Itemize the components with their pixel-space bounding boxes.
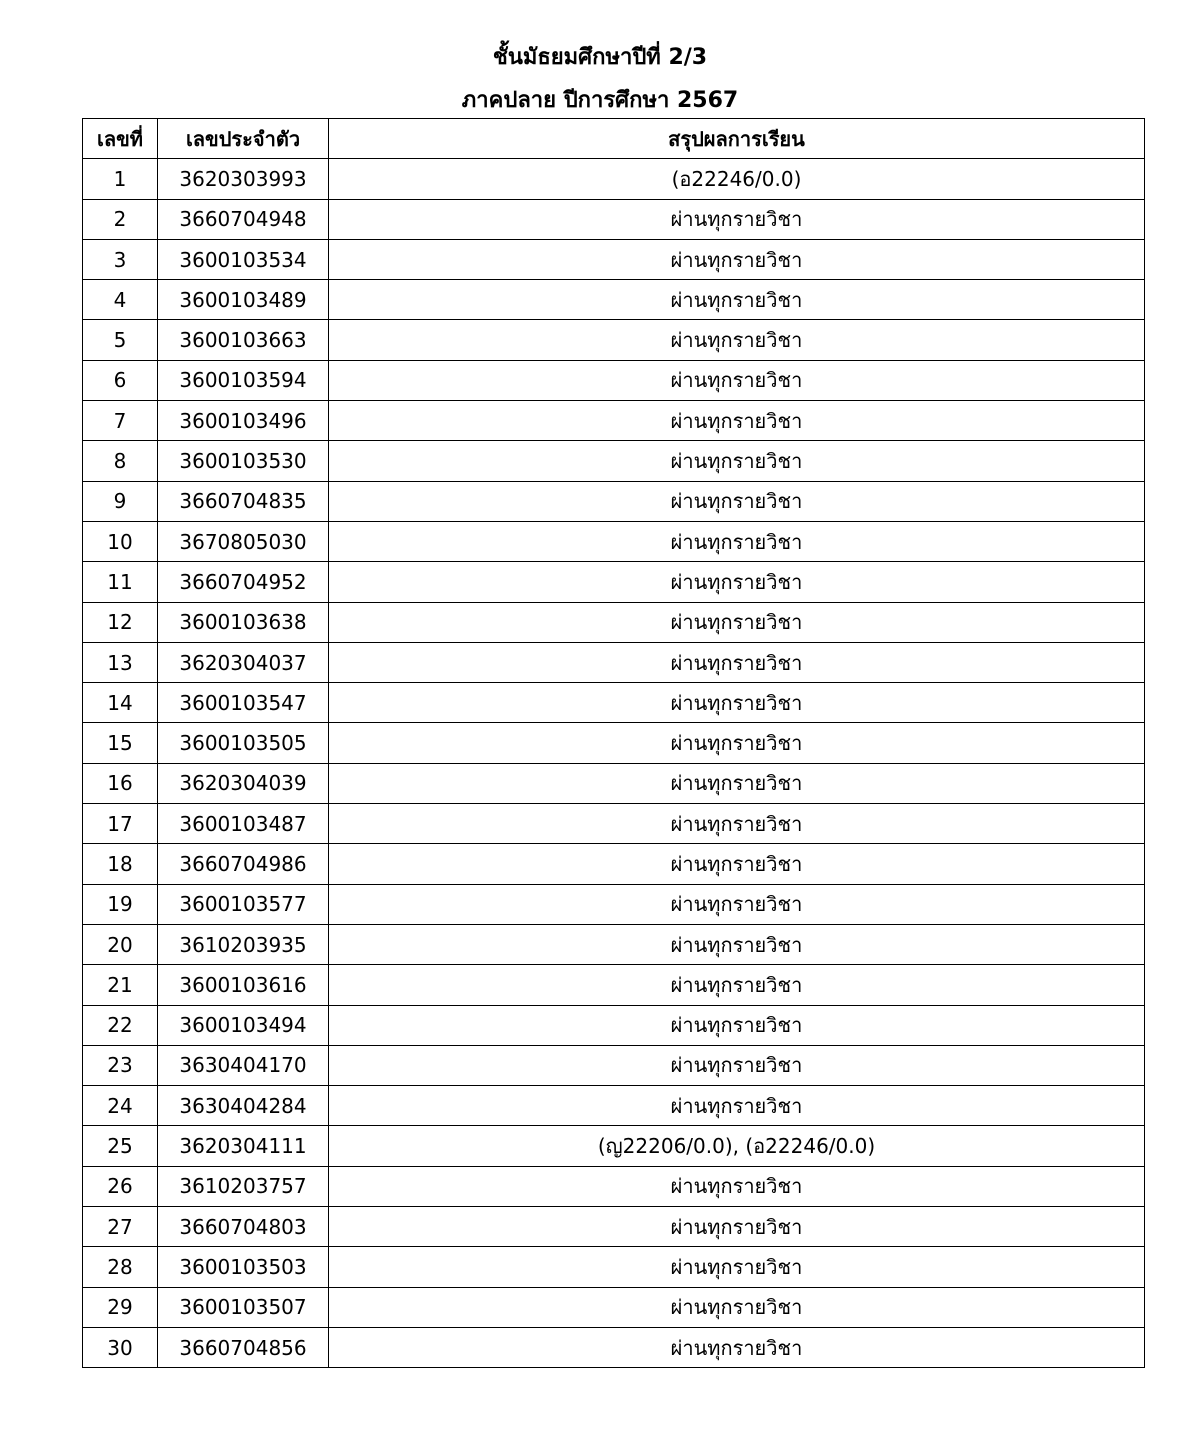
student-id-cell: 3630404170: [158, 1045, 329, 1085]
result-cell: ผ่านทุกรายวิชา: [329, 683, 1145, 723]
page-subtitle: ภาคปลาย ปีการศึกษา 2567: [461, 88, 739, 113]
table-row: [83, 844, 1145, 884]
row-number-cell: 26: [83, 1166, 158, 1206]
result-cell: ผ่านทุกรายวิชา: [329, 642, 1145, 682]
student-id-cell: 3620304111: [158, 1126, 329, 1166]
table-row: [83, 481, 1145, 521]
result-cell: ผ่านทุกรายวิชา: [329, 280, 1145, 320]
row-number-cell: 5: [83, 320, 158, 360]
row-number-cell: 9: [83, 481, 158, 521]
row-number-cell: 10: [83, 521, 158, 561]
results-table-body: [83, 159, 1145, 1368]
student-id-cell: 3610203935: [158, 924, 329, 964]
page-title: ชั้นมัธยมศึกษาปีที่ 2/3: [492, 45, 708, 70]
result-cell: ผ่านทุกรายวิชา: [329, 481, 1145, 521]
result-cell: ผ่านทุกรายวิชา: [329, 1247, 1145, 1287]
student-id-cell: 3600103530: [158, 441, 329, 481]
row-number-cell: 2: [83, 199, 158, 239]
table-row: [83, 804, 1145, 844]
result-cell: ผ่านทุกรายวิชา: [329, 360, 1145, 400]
table-row: [83, 320, 1145, 360]
student-id-cell: 3660704856: [158, 1327, 329, 1367]
table-row: [83, 642, 1145, 682]
table-row: [83, 521, 1145, 561]
table-row: [83, 1207, 1145, 1247]
row-number-cell: 25: [83, 1126, 158, 1166]
student-id-cell: 3620304039: [158, 763, 329, 803]
result-cell: ผ่านทุกรายวิชา: [329, 884, 1145, 924]
table-row: [83, 1327, 1145, 1367]
student-id-cell: 3600103638: [158, 602, 329, 642]
column-header-number: เลขที่: [83, 119, 158, 159]
student-id-cell: 3600103507: [158, 1287, 329, 1327]
row-number-cell: 29: [83, 1287, 158, 1327]
result-cell: ผ่านทุกรายวิชา: [329, 521, 1145, 561]
result-cell: ผ่านทุกรายวิชา: [329, 1166, 1145, 1206]
table-row: [83, 401, 1145, 441]
student-id-cell: 3660704948: [158, 199, 329, 239]
student-id-cell: 3600103616: [158, 965, 329, 1005]
result-cell: ผ่านทุกรายวิชา: [329, 199, 1145, 239]
result-cell: ผ่านทุกรายวิชา: [329, 924, 1145, 964]
table-row: [83, 562, 1145, 602]
table-row: [83, 723, 1145, 763]
row-number-cell: 18: [83, 844, 158, 884]
result-cell: ผ่านทุกรายวิชา: [329, 401, 1145, 441]
student-id-cell: 3660704803: [158, 1207, 329, 1247]
result-cell: ผ่านทุกรายวิชา: [329, 602, 1145, 642]
table-row: [83, 884, 1145, 924]
table-header-row: [83, 119, 1145, 159]
row-number-cell: 7: [83, 401, 158, 441]
result-cell: ผ่านทุกรายวิชา: [329, 320, 1145, 360]
student-id-cell: 3630404284: [158, 1086, 329, 1126]
table-row: [83, 965, 1145, 1005]
results-table: [82, 118, 1145, 1368]
row-number-cell: 6: [83, 360, 158, 400]
student-id-cell: 3600103489: [158, 280, 329, 320]
row-number-cell: 12: [83, 602, 158, 642]
row-number-cell: 4: [83, 280, 158, 320]
result-cell: ผ่านทุกรายวิชา: [329, 723, 1145, 763]
row-number-cell: 11: [83, 562, 158, 602]
row-number-cell: 1: [83, 159, 158, 199]
result-cell: ผ่านทุกรายวิชา: [329, 804, 1145, 844]
row-number-cell: 24: [83, 1086, 158, 1126]
table-row: [83, 1086, 1145, 1126]
table-row: [83, 1247, 1145, 1287]
table-row: [83, 1126, 1145, 1166]
result-cell: ผ่านทุกรายวิชา: [329, 562, 1145, 602]
column-header-student-id: เลขประจำตัว: [158, 119, 329, 159]
result-cell: ผ่านทุกรายวิชา: [329, 1287, 1145, 1327]
student-id-cell: 3670805030: [158, 521, 329, 561]
table-row: [83, 763, 1145, 803]
row-number-cell: 21: [83, 965, 158, 1005]
table-row: [83, 360, 1145, 400]
student-id-cell: 3610203757: [158, 1166, 329, 1206]
student-id-cell: 3600103547: [158, 683, 329, 723]
result-cell: ผ่านทุกรายวิชา: [329, 1045, 1145, 1085]
student-id-cell: 3660704952: [158, 562, 329, 602]
result-cell: ผ่านทุกรายวิชา: [329, 441, 1145, 481]
table-row: [83, 683, 1145, 723]
student-id-cell: 3600103663: [158, 320, 329, 360]
student-id-cell: 3660704835: [158, 481, 329, 521]
student-id-cell: 3620304037: [158, 642, 329, 682]
table-row: [83, 1005, 1145, 1045]
row-number-cell: 8: [83, 441, 158, 481]
row-number-cell: 15: [83, 723, 158, 763]
table-row: [83, 441, 1145, 481]
student-id-cell: 3660704986: [158, 844, 329, 884]
table-row: [83, 1045, 1145, 1085]
row-number-cell: 3: [83, 239, 158, 279]
table-row: [83, 199, 1145, 239]
student-id-cell: 3600103487: [158, 804, 329, 844]
row-number-cell: 17: [83, 804, 158, 844]
table-row: [83, 239, 1145, 279]
row-number-cell: 22: [83, 1005, 158, 1045]
row-number-cell: 19: [83, 884, 158, 924]
column-header-result: สรุปผลการเรียน: [329, 119, 1145, 159]
table-row: [83, 1166, 1145, 1206]
student-id-cell: 3600103496: [158, 401, 329, 441]
table-row: [83, 280, 1145, 320]
student-id-cell: 3600103503: [158, 1247, 329, 1287]
row-number-cell: 28: [83, 1247, 158, 1287]
row-number-cell: 27: [83, 1207, 158, 1247]
table-row: [83, 602, 1145, 642]
result-cell: ผ่านทุกรายวิชา: [329, 844, 1145, 884]
student-id-cell: 3600103534: [158, 239, 329, 279]
result-cell: (ญ22206/0.0), (อ22246/0.0): [329, 1126, 1145, 1166]
row-number-cell: 20: [83, 924, 158, 964]
student-id-cell: 3600103505: [158, 723, 329, 763]
student-id-cell: 3600103577: [158, 884, 329, 924]
table-row: [83, 924, 1145, 964]
student-id-cell: 3600103594: [158, 360, 329, 400]
result-cell: ผ่านทุกรายวิชา: [329, 1327, 1145, 1367]
row-number-cell: 14: [83, 683, 158, 723]
row-number-cell: 13: [83, 642, 158, 682]
result-cell: (อ22246/0.0): [329, 159, 1145, 199]
result-cell: ผ่านทุกรายวิชา: [329, 239, 1145, 279]
result-cell: ผ่านทุกรายวิชา: [329, 1207, 1145, 1247]
row-number-cell: 16: [83, 763, 158, 803]
row-number-cell: 30: [83, 1327, 158, 1367]
student-id-cell: 3600103494: [158, 1005, 329, 1045]
result-cell: ผ่านทุกรายวิชา: [329, 1086, 1145, 1126]
table-row: [83, 1287, 1145, 1327]
table-row: [83, 159, 1145, 199]
result-cell: ผ่านทุกรายวิชา: [329, 965, 1145, 1005]
row-number-cell: 23: [83, 1045, 158, 1085]
result-cell: ผ่านทุกรายวิชา: [329, 1005, 1145, 1045]
student-id-cell: 3620303993: [158, 159, 329, 199]
result-cell: ผ่านทุกรายวิชา: [329, 763, 1145, 803]
